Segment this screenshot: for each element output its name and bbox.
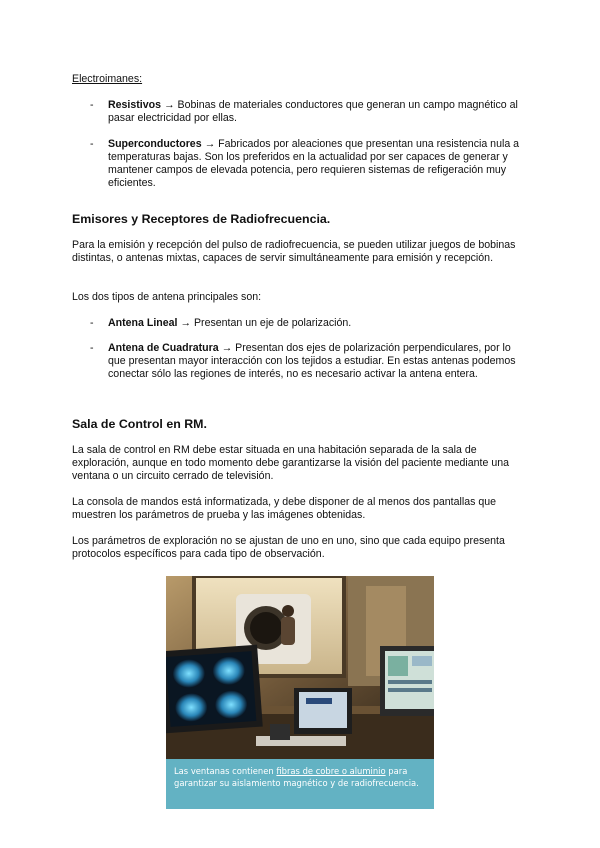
arrow-glyph: → xyxy=(180,317,192,329)
bullet-marker: - xyxy=(90,317,94,329)
item-term: Antena de Cuadratura xyxy=(108,342,219,354)
caption-text-post: para garantizar su aislamiento magnético y de radiofrecuencia. xyxy=(174,766,419,788)
item-text: Presentan dos ejes de polarización perpendiculares, por lo que presentan mayor interacción con los tejidos a estudiar. En estas antenas podemos conectar sólo las regiones de interés, no es necesario activar la antena entera. xyxy=(108,342,516,380)
section-heading-radiofrecuencia: Emisores y Receptores de Radiofrecuencia. xyxy=(72,212,331,226)
paragraph-antenna-types: Los dos tipos de antena principales son: xyxy=(72,291,262,303)
arrow-glyph: → xyxy=(221,342,233,354)
item-text: Fabricados por aleaciones que presentan una resistencia nula a temperaturas bajas. Son los preferidos en la actualidad por ser capaces de generar y mantener campos de elevada potencia, pero requieren sistemas de refigeración muy eficientes. xyxy=(108,138,520,189)
item-term: Resistivos xyxy=(108,99,161,111)
item-term: Antena Lineal xyxy=(108,317,178,329)
item-text: Bobinas de materiales conductores que generan un campo magnético al pasar electricidad por ellas. xyxy=(108,99,518,124)
list-item-antena-lineal xyxy=(108,317,528,330)
caption-highlight: fibras de cobre o aluminio xyxy=(276,766,386,776)
section-heading-sala-control: Sala de Control en RM. xyxy=(72,417,207,431)
mri-control-room-photo xyxy=(166,576,434,809)
arrow-glyph: → xyxy=(204,138,216,150)
bullet-marker: - xyxy=(90,138,94,150)
item-text: Presentan un eje de polarización. xyxy=(193,317,352,329)
list-item-superconductores xyxy=(108,138,528,190)
arrow-glyph: → xyxy=(163,99,175,111)
list-item-antena-cuadratura xyxy=(108,342,528,381)
figure-caption xyxy=(166,759,434,809)
paragraph-sala-3: Los parámetros de exploración no se ajustan de uno en uno, sino que cada equipo presenta protocolos específicos para cada tipo de observación. xyxy=(72,535,505,560)
paragraph-intro: Para la emisión y recepción del pulso de radiofrecuencia, se pueden utilizar juegos de bobinas distintas, o antenas mixtas, capaces de servir simultáneamente para emisión y recepción. xyxy=(72,239,516,264)
section-title-electroimanes: Electroimanes: xyxy=(72,73,143,85)
control-room-illustration xyxy=(166,576,434,759)
bullet-marker: - xyxy=(90,99,94,111)
paragraph-sala-1: La sala de control en RM debe estar situada en una habitación separada de la sala de exploración, aunque en todo momento debe garantizarse la visión del paciente mediante una ventana o un circuito cerrado de televisión. xyxy=(72,444,509,482)
list-item-resistivos xyxy=(108,99,528,125)
item-term: Superconductores xyxy=(108,138,202,150)
paragraph-sala-2: La consola de mandos está informatizada, y debe disponer de al menos dos pantallas que muestren los parámetros de prueba y las imágenes obtenidas. xyxy=(72,496,497,521)
caption-text-pre: Las ventanas contienen xyxy=(174,766,274,776)
bullet-marker: - xyxy=(90,342,94,354)
